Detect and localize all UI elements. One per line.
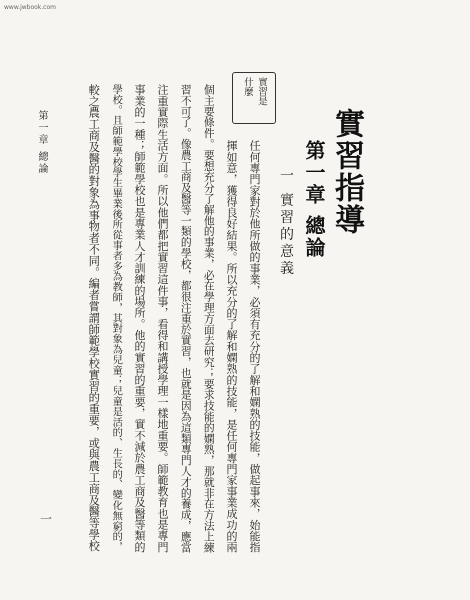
watermark-stamp: www.jwbook.com: [4, 4, 56, 11]
margin-note-line: 什麼: [242, 77, 253, 96]
body-line-8: 較之農工商及醫的對象為事物者不同。編者嘗謂師範學校實習的重要，或與農工商及醫等學校: [87, 84, 101, 552]
body-line-2: 揮如意，獲得良好結果。所以充分的了解和嫻熟的技能，是任何專門家事業成功的兩: [225, 140, 238, 553]
body-line-5: 注重實際生活方面。所以他們都把實習這件事，看得和講授學理一樣地重要。師範教育也是專門: [156, 84, 169, 553]
margin-note-line: 實習是: [255, 77, 267, 106]
body-line-6: 事業的一種；師範學校也是專業人才訓練的場所。他的實習的重要，實不減於農工商及醫等類的: [133, 84, 146, 553]
page-number: 一: [40, 512, 53, 526]
section-title: 一 實習的意義: [278, 168, 294, 278]
body-line-7: 學校。且師範學校學生畢業後所從事者多為教師，其對象為兒童；兒童是活的、生長的、變化無窮的，: [110, 84, 123, 552]
margin-note-box: [232, 72, 276, 124]
body-line-1: 任何專門家對於他所做的事業，必須有充分的了解和嫻熟的技能，做起事來，始能指: [248, 140, 261, 553]
body-line-4: 習不可了。像農工商及醫等一類的學校，都很注重於實習，也就是因為這類專門人才的養成，應當: [179, 84, 193, 553]
book-title: 實習指導: [329, 108, 364, 236]
running-footer: 第一章 總論: [36, 110, 47, 176]
body-line-3: 個主要條件。要想充分了解他的事業，必在學理方面去研究；要求技能的嫻熟，那就非在方法上練: [202, 84, 216, 553]
chapter-title: 第一章 總論: [302, 140, 326, 259]
